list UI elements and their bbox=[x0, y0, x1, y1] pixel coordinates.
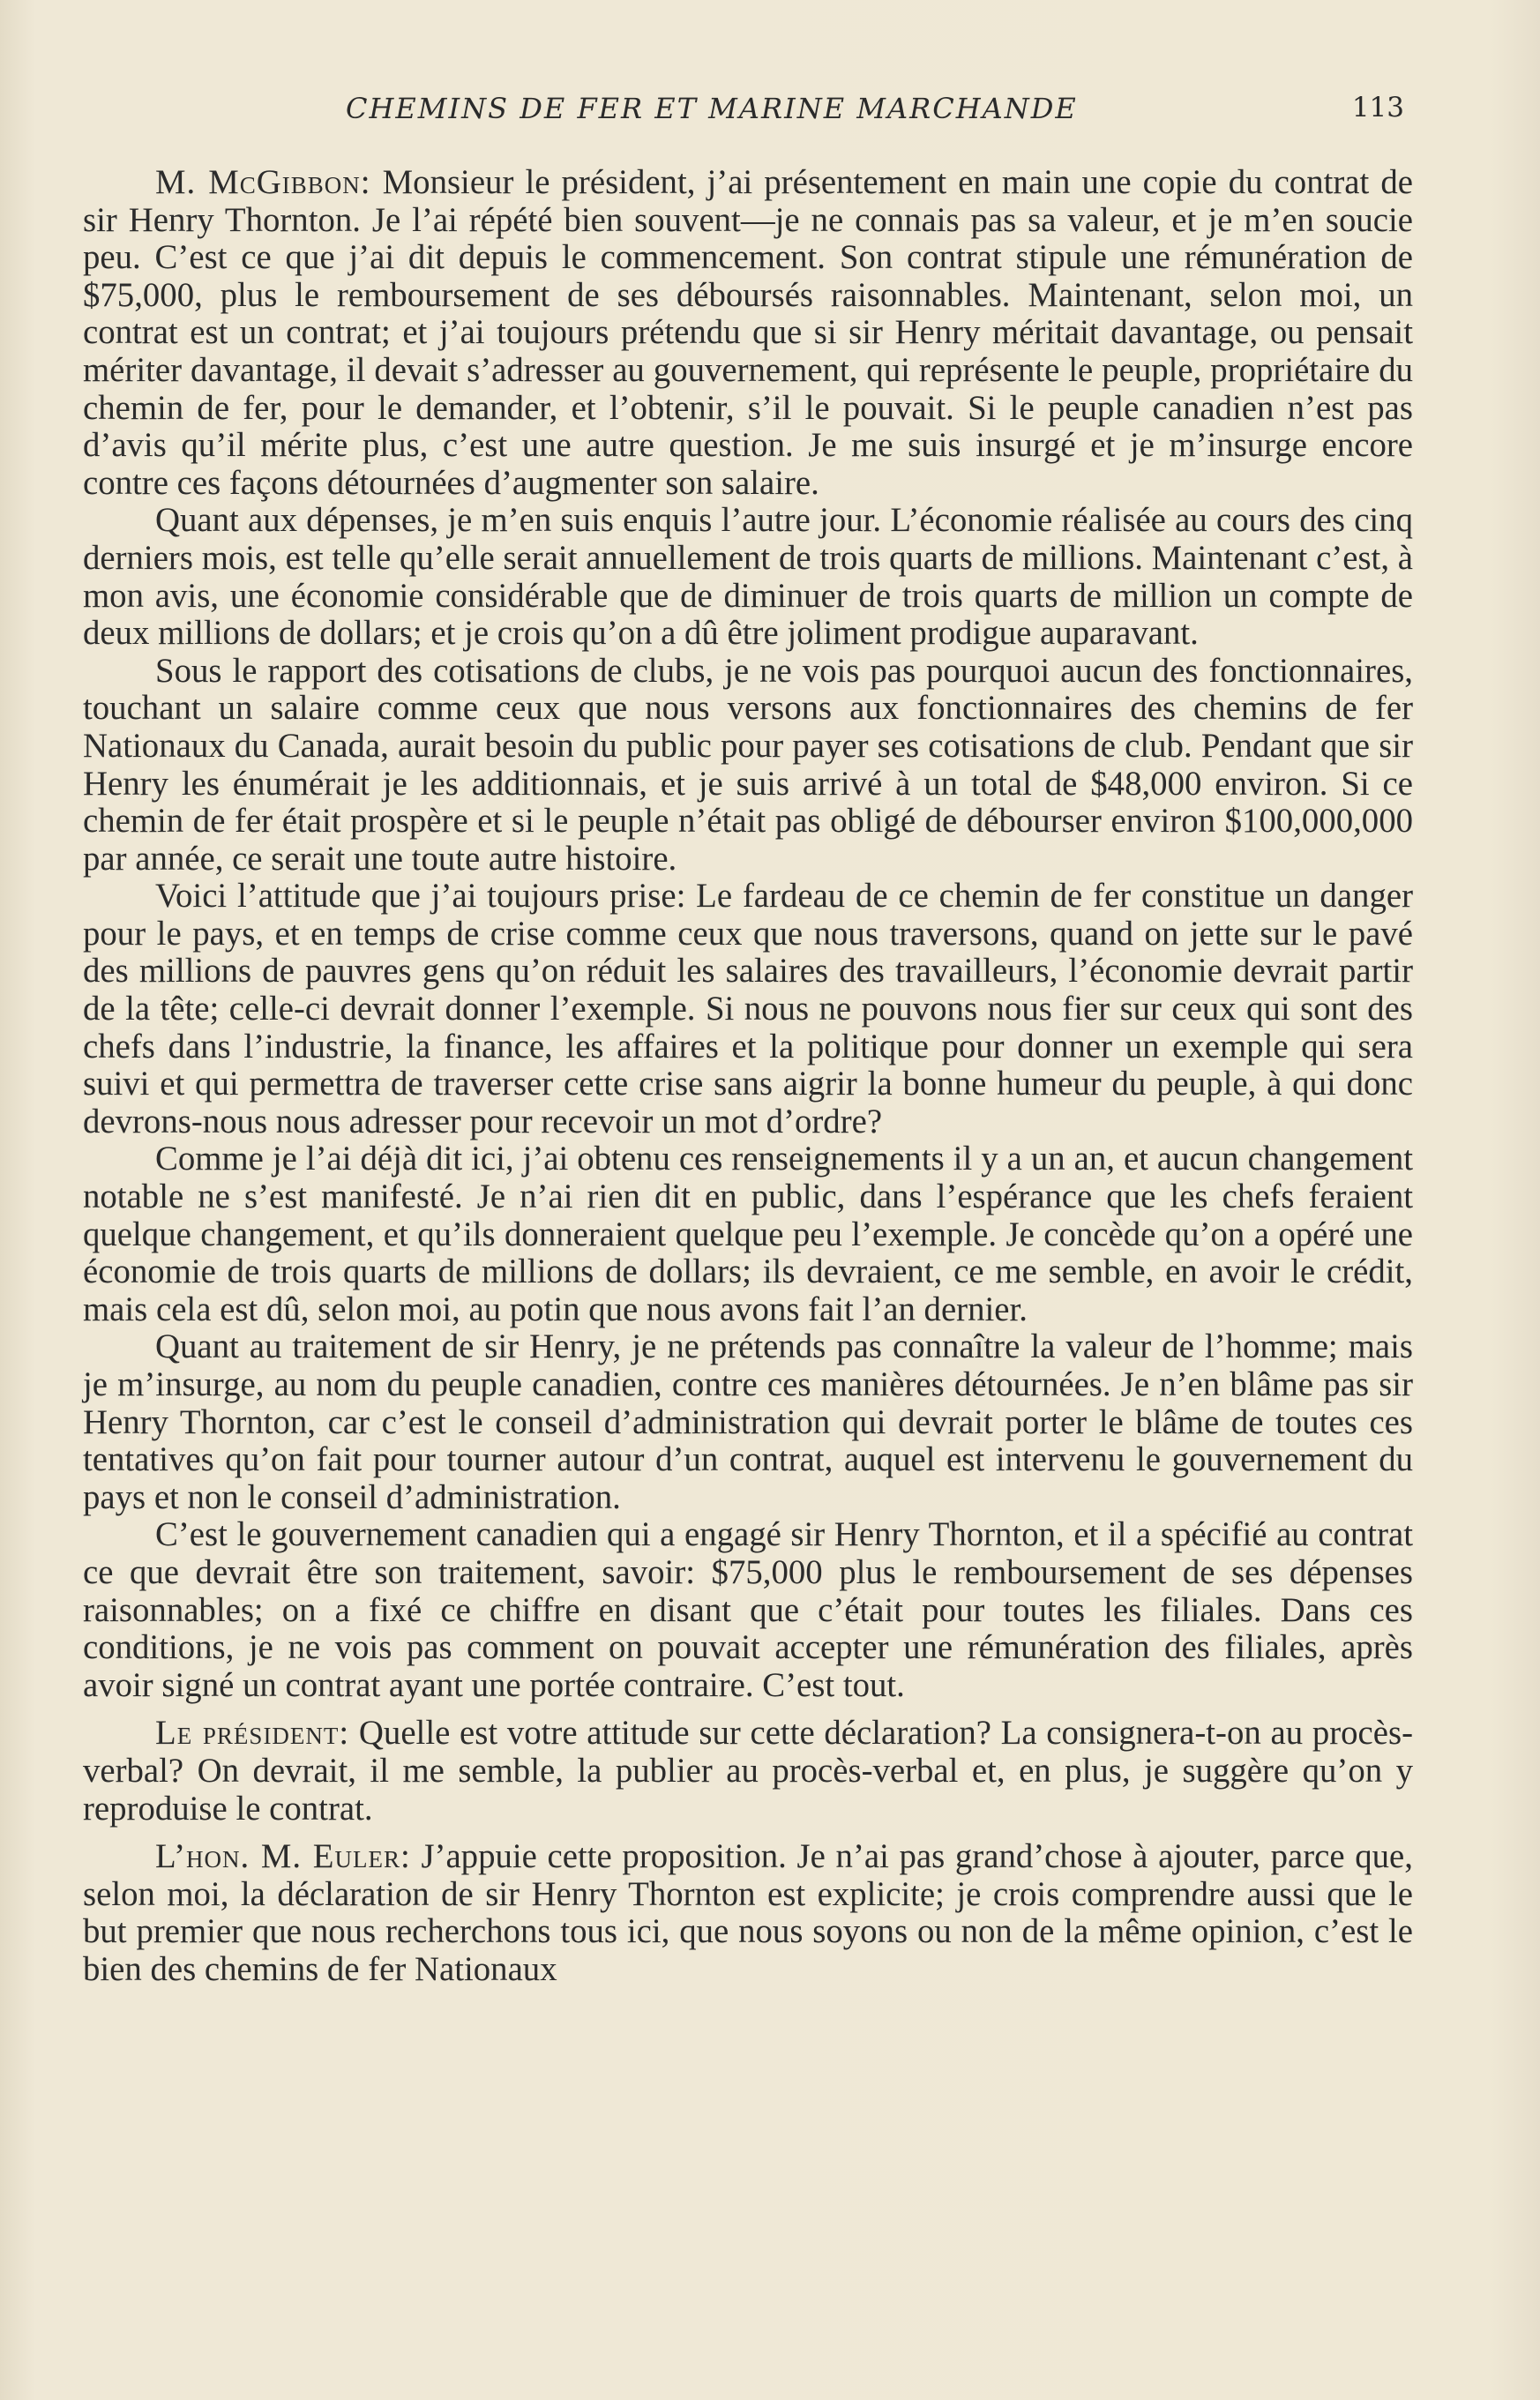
paragraph bbox=[83, 1516, 1413, 1704]
paragraph-text: Voici l’attitude que j’ai toujours prise: Le fardeau de ce chemin de fer constitue un danger pour le pays, et en temps de crise comme ceux que nous traversons, quand on jette sur le pavé des millions de pauvres gens qu’on réduit les salaires des travailleurs, l’économie devrait partir de la tête; celle-ci devrait donner l’exemple. Si nous ne pouvons nous fier sur ceux qui sont des chefs dans l’industrie, la finance, les affaires et la politique pour donner un exemple qui sera suivi et qui permettra de traverser cette crise sans aigrir la bonne humeur du peuple, à qui donc devrons-nous nous adresser pour recevoir un mot d’ordre? bbox=[83, 877, 1413, 1140]
paragraph bbox=[83, 502, 1413, 652]
speaker-name: M. McGibbon: bbox=[155, 163, 371, 201]
page-number: 113 bbox=[1351, 92, 1404, 123]
paragraph bbox=[83, 653, 1413, 879]
paragraph-text: Monsieur le président, j’ai présentement en main une copie du contrat de sir Henry Thornton. Je l’ai répété bien souvent—je ne connais pas sa valeur, et je m’en soucie peu. C’est ce que j’ai dit depuis le commencement. Son contrat stipule une rémunération de $75,000, plus le remboursement de ses déboursés raisonnables. Maintenant, selon moi, un contrat est un contrat; et j’ai toujours prétendu que si sir Henry méritait davantage, ou pensait mériter davantage, il devait s’adresser au gouvernement, qui représente le peuple, propriétaire du chemin de fer, pour le demander, et l’obtenir, s’il le pouvait. Si le peuple canadien n’est pas d’avis qu’il mérite plus, c’est une autre question. Je me suis insurgé et je m’insurge encore contre ces façons détournées d’augmenter son salaire. bbox=[83, 163, 1413, 502]
paragraph-text: Quelle est votre attitude sur cette déclaration? La consignera-t-on au procès-verbal? On devrait, il me semble, la publier au procès-verbal et, en plus, je suggère qu’on y reproduise le contrat. bbox=[83, 1714, 1413, 1828]
paragraph-text: Quant aux dépenses, je m’en suis enquis l’autre jour. L’économie réalisée au cours des cinq derniers mois, est telle qu’elle serait annuellement de trois quarts de millions. Maintenant c’est, à mon avis, une économie considérable que de diminuer de trois quarts de million un compte de deux millions de dollars; et je crois qu’on a dû être joliment prodigue auparavant. bbox=[83, 501, 1413, 653]
paragraph-text: Quant au traitement de sir Henry, je ne prétends pas connaître la valeur de l’homme; mais je m’insurge, au nom du peuple canadien, contre ces manières détournées. Je n’en blâme pas sir Henry Thornton, car c’est le conseil d’administration qui devrait porter le blâme de toutes ces tentatives qu’on fait pour tourner autour d’un contrat, auquel est intervenu le gouvernement du pays et non le conseil d’administration. bbox=[83, 1327, 1413, 1516]
speaker-name: L’hon. M. Euler: bbox=[155, 1837, 411, 1876]
paragraph bbox=[83, 1328, 1413, 1516]
paragraph bbox=[83, 878, 1413, 1140]
paragraph-text: C’est le gouvernement canadien qui a engagé sir Henry Thornton, et il a spécifié au contrat ce que devrait être son traitement, savoir: $75,000 plus le remboursement de ses dépenses raisonnables; on a fixé ce chiffre en disant que c’était pour toutes les filiales. Dans ces conditions, je ne vois pas comment on pouvait accepter une rémunération des filiales, après avoir signé un contrat ayant une portée contraire. C’est tout. bbox=[83, 1515, 1413, 1704]
running-title: CHEMINS DE FER ET MARINE MARCHANDE bbox=[346, 92, 1078, 125]
body-text bbox=[83, 164, 1413, 1989]
paragraph bbox=[83, 1715, 1413, 1828]
paragraph bbox=[83, 164, 1413, 502]
paragraph-text: Comme je l’ai déjà dit ici, j’ai obtenu ces renseignements il y a un an, et aucun changement notable ne s’est manifesté. Je n’ai rien dit en public, dans l’espérance que les chefs feraient quelque changement, et qu’ils donneraient quelque peu l’exemple. Je concède qu’on a opéré une économie de trois quarts de millions de dollars; ils devraient, ce me semble, en avoir le crédit, mais cela est dû, selon moi, au potin que nous avons fait l’an dernier. bbox=[83, 1140, 1413, 1328]
page-header bbox=[81, 92, 1404, 132]
paragraph bbox=[83, 1838, 1413, 1988]
speaker-name: Le président: bbox=[155, 1714, 350, 1753]
paragraph-text: J’appuie cette proposition. Je n’ai pas grand’chose à ajouter, parce que, selon moi, la déclaration de sir Henry Thornton est explicite; je crois comprendre aussi que le but premier que nous recherchons tous ici, que nous soyons ou non de la même opinion, c’est le bien des chemins de fer Nationaux bbox=[83, 1837, 1413, 1988]
paragraph-text: Sous le rapport des cotisations de clubs, je ne vois pas pourquoi aucun des fonctionnaires, touchant un salaire comme ceux que nous versons aux fonctionnaires des chemins de fer Nationaux du Canada, aurait besoin du public pour payer ses cotisations de club. Pendant que sir Henry les énumérait je les additionnais, et je suis arrivé à un total de $48,000 environ. Si ce chemin de fer était prospère et si le peuple n’était pas obligé de débourser environ $100,000,000 par année, ce serait une toute autre histoire. bbox=[83, 651, 1413, 878]
paragraph bbox=[83, 1140, 1413, 1328]
